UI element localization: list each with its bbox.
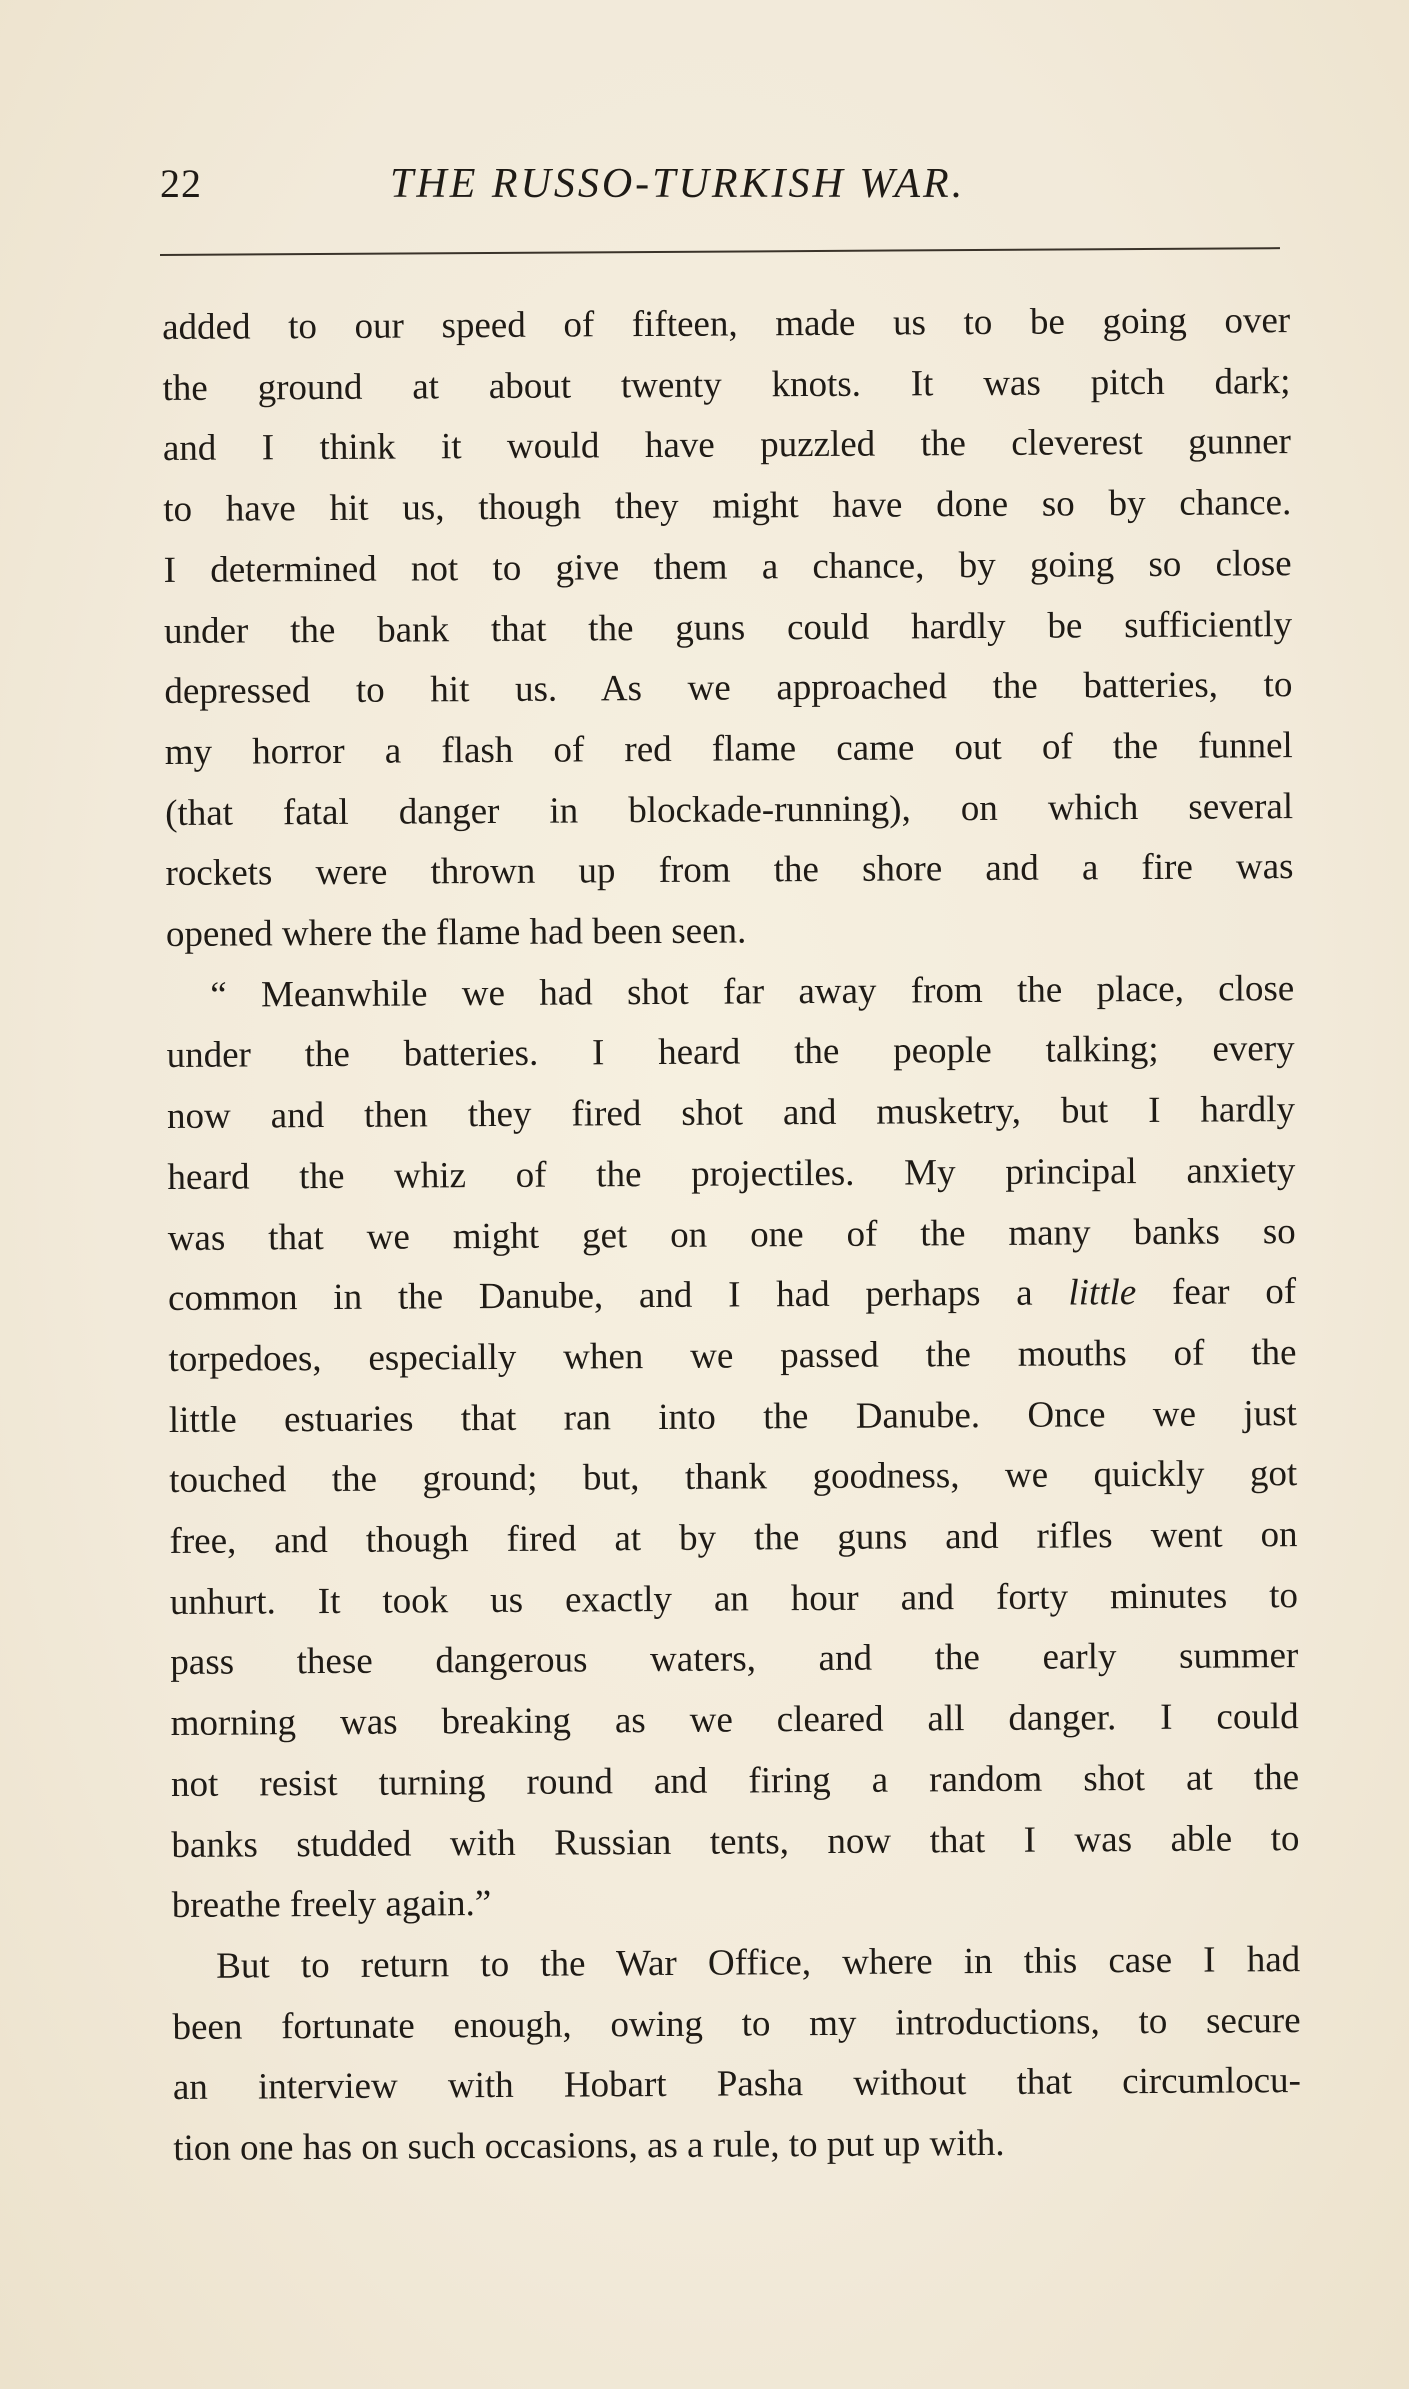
- text-line: an interview with Hobart Pasha without that circumlocu-: [172, 2060, 1302, 2109]
- page-header: [160, 160, 1280, 220]
- text-line: little estuaries that ran into the Danube. Once we just: [168, 1392, 1297, 1441]
- text-line: heard the whiz of the projectiles. My principal anxiety: [167, 1149, 1296, 1198]
- text-line: been fortunate enough, owing to my introductions, to secure: [172, 1999, 1301, 2048]
- text-line: tion one has on such occasions, as a rule, to put up with.: [173, 2122, 1005, 2170]
- text-line: not resist turning round and firing a random shot at the: [170, 1756, 1300, 1805]
- italic-word: little: [1068, 1272, 1137, 1314]
- text-line: breathe freely again.”: [171, 1883, 492, 1927]
- text-line: the ground at about twenty knots. It was pitch dark;: [162, 360, 1291, 409]
- header-rule: [160, 247, 1280, 256]
- text-line: common in the Danube, and I had perhaps a little fear of: [167, 1271, 1297, 1320]
- text-line: opened where the flame had been seen.: [165, 910, 747, 956]
- running-title: THE RUSSO-TURKISH WAR.: [390, 161, 966, 207]
- text-line: But to return to the War Office, where in this case I had: [216, 1939, 1301, 1987]
- text-line: banks studded with Russian tents, now that I was able to: [171, 1817, 1300, 1866]
- page-number: 22: [160, 161, 202, 206]
- paragraph: [172, 1930, 1301, 2180]
- text-line: unhurt. It took us exactly an hour and forty minutes to: [169, 1574, 1299, 1623]
- text-line: (that fatal danger in blockade-running), on which several: [165, 785, 1294, 834]
- text-line: depressed to hit us. As we approached the batteries, to: [164, 664, 1293, 713]
- text-line: morning was breaking as we cleared all danger. I could: [170, 1696, 1299, 1745]
- text-line: “ Meanwhile we had shot far away from the place, close: [210, 967, 1295, 1016]
- paragraph: [166, 959, 1300, 1937]
- text-line: under the bank that the guns could hardly be sufficiently: [163, 603, 1293, 652]
- text-line: I determined not to give them a chance, by going so close: [163, 542, 1292, 591]
- text-line: was that we might get on one of the many banks so: [167, 1210, 1296, 1259]
- text-line: to have hit us, though they might have done so by chance.: [163, 482, 1292, 531]
- text-line: free, and though fired at by the guns and rifles went on: [169, 1514, 1298, 1563]
- text-line: rockets were thrown up from the shore and a fire was: [165, 846, 1294, 895]
- paragraph: [162, 291, 1294, 966]
- text-line: added to our speed of fifteen, made us to be going over: [162, 300, 1291, 348]
- text-line: torpedoes, especially when we passed the mouths of the: [168, 1332, 1297, 1380]
- text-line: now and then they fired shot and musketry, but I hardly: [166, 1089, 1296, 1138]
- body-text: [162, 291, 1301, 2180]
- text-line: touched the ground; but, thank goodness, we quickly got: [169, 1453, 1298, 1502]
- text-line: under the batteries. I heard the people talking; every: [166, 1028, 1295, 1077]
- text-line: and I think it would have puzzled the cleverest gunner: [162, 421, 1292, 470]
- text-line: pass these dangerous waters, and the early summer: [170, 1635, 1299, 1684]
- text-line: my horror a flash of red flame came out of the funnel: [164, 725, 1293, 773]
